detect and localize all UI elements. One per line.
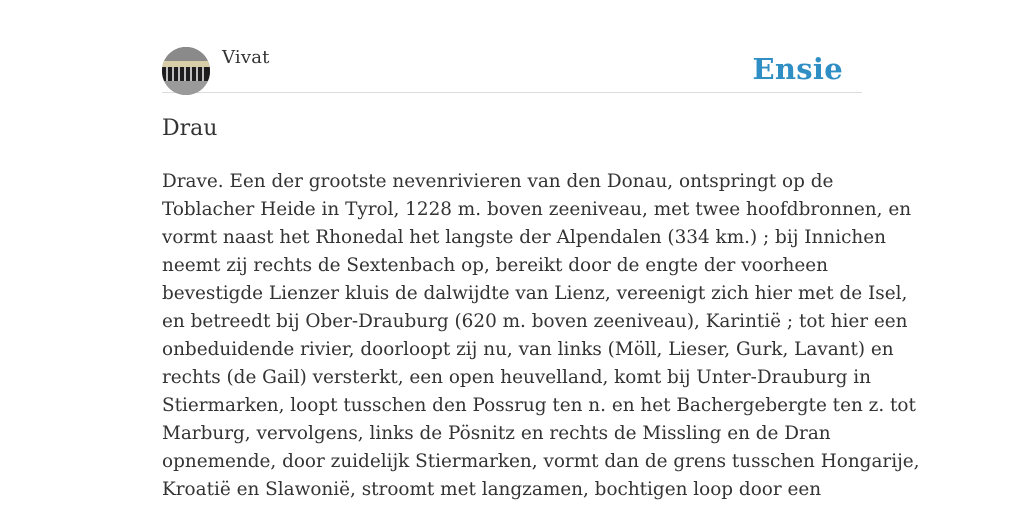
brand-logo[interactable]: Ensie <box>752 52 843 86</box>
body-line: bevestigde Lienzer kluis de dalwijdte van Lienz, vereenigt zich hier met de Isel, <box>162 283 908 304</box>
body-line: vormt naast het Rhonedal het langste der Alpendalen (334 km.) ; bij Innichen <box>162 227 886 248</box>
body-line: en betreedt bij Ober-Drauburg (620 m. boven zeeniveau), Karintië ; tot hier een <box>162 311 908 332</box>
avatar[interactable] <box>162 47 210 95</box>
body-line: Kroatië en Slawonië, stroomt met langzamen, bochtigen loop door een <box>162 479 822 500</box>
body-line: onbeduidende rivier, doorloopt zij nu, van links (Möll, Lieser, Gurk, Lavant) en <box>162 339 894 360</box>
body-line: neemt zij rechts de Sextenbach op, bereikt door de engte der voorheen <box>162 255 828 276</box>
article-body <box>162 168 920 504</box>
body-line: opnemende, door zuidelijk Stiermarken, vormt dan de grens tusschen Hongarije, <box>162 451 920 472</box>
page-title: Drau <box>162 116 218 141</box>
header <box>162 46 862 93</box>
avatar-image-icon <box>162 47 210 95</box>
body-line: Toblacher Heide in Tyrol, 1228 m. boven zeeniveau, met twee hoofdbronnen, en <box>162 199 912 220</box>
body-line: Stiermarken, loopt tusschen den Possrug ten n. en het Bachergebergte ten z. tot <box>162 395 916 416</box>
author-name[interactable]: Vivat <box>222 47 270 68</box>
body-line: rechts (de Gail) versterkt, een open heuvelland, komt bij Unter-Drauburg in <box>162 367 871 388</box>
body-line: Marburg, vervolgens, links de Pösnitz en rechts de Missling en de Dran <box>162 423 831 444</box>
body-line: Drave. Een der grootste nevenrivieren van den Donau, ontspringt op de <box>162 171 834 192</box>
